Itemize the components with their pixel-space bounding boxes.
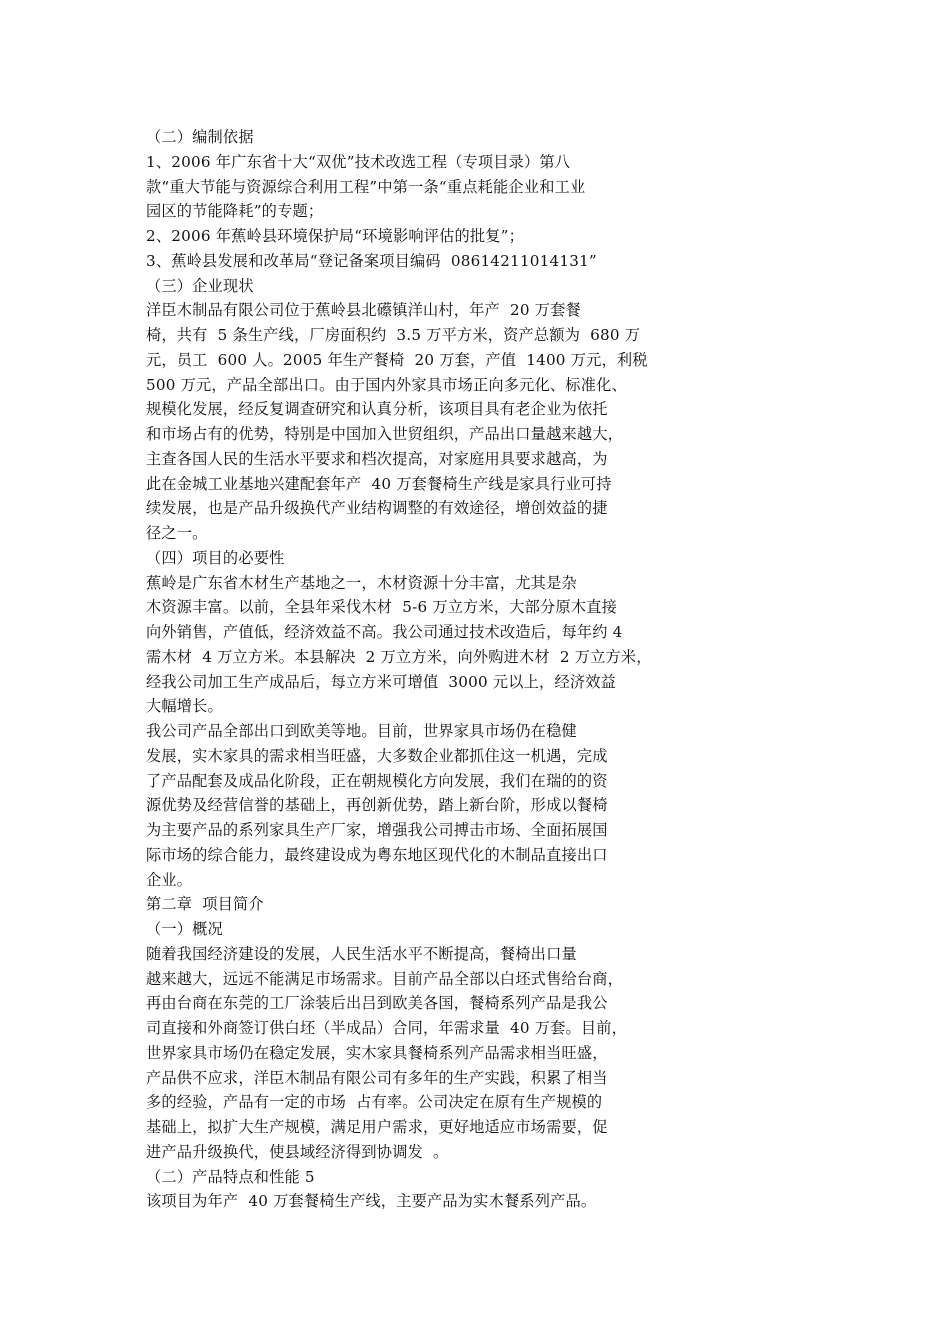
text-line: 和市场占有的优势，特别是中国加入世贸组织，产品出口量越来越大， bbox=[146, 425, 624, 443]
text-line: 规模化发展，经反复调查研究和认真分析，该项目具有老企业为依托 bbox=[146, 400, 608, 419]
text-line: 向外销售，产值低，经济效益不高。我公司通过技术改造后，每年约 4 bbox=[146, 623, 623, 641]
section-heading-basis: （二）编制依据 bbox=[146, 128, 254, 146]
text-line: 洋臣木制品有限公司位于蕉岭县北礤镇洋山村，年产 20 万套餐 bbox=[146, 301, 581, 320]
text-line: 续发展，也是产品升级换代产业结构调整的有效途径，增创效益的捷 bbox=[146, 499, 608, 518]
text-line: 大幅增长。 bbox=[146, 697, 223, 716]
section-heading-product-features: （二）产品特点和性能 5 bbox=[146, 1167, 315, 1186]
text-line: 多的经验，产品有一定的市场 占有率。公司决定在原有生产规模的 bbox=[146, 1093, 603, 1112]
text-line: 500 万元，产品全部出口。由于国内外家具市场正向多元化、标准化、 bbox=[146, 375, 627, 394]
text-line: 再由台商在东莞的工厂涂装后出吕到欧美各国，餐椅系列产品是我公 bbox=[146, 994, 608, 1013]
section-heading-overview: （一）概况 bbox=[146, 920, 223, 938]
text-line: 源优势及经营信誉的基础上，再创新优势，踏上新台阶，形成以餐椅 bbox=[146, 796, 608, 815]
text-line: 进产品升级换代，使县域经济得到协调发 。 bbox=[146, 1142, 449, 1161]
text-line: 1、2006 年广东省十大“双优”技术改选工程（专项目录）第八 bbox=[146, 152, 571, 171]
text-line: 越来越大，远远不能满足市场需求。目前产品全部以白坯式售给台商， bbox=[146, 969, 624, 988]
text-line: 司直接和外商签订供白坯（半成品）合同，年需求量 40 万套。目前， bbox=[146, 1019, 628, 1037]
text-line: 蕉岭是广东省木材生产基地之一，木材资源十分丰富，尤其是杂 bbox=[146, 573, 577, 592]
text-line: 该项目为年产 40 万套餐椅生产线，主要产品为实木餐系列产品。 bbox=[146, 1192, 597, 1211]
text-line: 基础上，拟扩大生产规模，满足用户需求，更好地适应市场需要，促 bbox=[146, 1118, 608, 1136]
text-line: 椅，共有 5 条生产线，厂房面积约 3.5 万平方米，资产总额为 680 万 bbox=[146, 326, 641, 344]
text-line: 主查各国人民的生活水平要求和档次提高，对家庭用具要求越高，为 bbox=[146, 449, 608, 468]
document-body bbox=[146, 125, 686, 1214]
text-line: 元，员工 600 人。2005 年生产餐椅 20 万套，产值 1400 万元，利税 bbox=[146, 350, 648, 369]
text-line: 企业。 bbox=[146, 870, 193, 889]
text-line: 际市场的综合能力，最终建设成为粤东地区现代化的木制品直接出口 bbox=[146, 845, 608, 864]
text-line: 木资源丰富。以前，全县年采伐木材 5-6 万立方米，大部分原木直接 bbox=[146, 598, 617, 617]
text-line: 款“重大节能与资源综合利用工程”中第一条“重点耗能企业和工业 bbox=[146, 177, 586, 196]
text-line: 需木材 4 万立方米。本县解决 2 万立方米，向外购进木材 2 万立方米， bbox=[146, 647, 652, 666]
text-line: 园区的节能降耗”的专题； bbox=[146, 202, 324, 221]
text-line: 随着我国经济建设的发展，人民生活水平不断提高，餐椅出口量 bbox=[146, 944, 577, 963]
text-line: 我公司产品全部出口到欧美等地。目前，世界家具市场仍在稳健 bbox=[146, 722, 577, 740]
text-line: 3、蕉岭县发展和改革局“登记备案项目编码 08614211014131” bbox=[146, 251, 597, 270]
text-line: 发展，实木家具的需求相当旺盛，大多数企业都抓住这一机遇，完成 bbox=[146, 746, 608, 765]
text-line: 了产品配套及成品化阶段，正在朝规模化方向发展，我们在瑞的的资 bbox=[146, 771, 608, 790]
section-heading-company-status: （三）企业现状 bbox=[146, 276, 254, 295]
text-line: 为主要产品的系列家具生产厂家，增强我公司搏击市场、全面拓展国 bbox=[146, 821, 608, 839]
text-line: 径之一。 bbox=[146, 524, 208, 542]
section-heading-necessity: （四）项目的必要性 bbox=[146, 548, 285, 567]
chapter-heading: 第二章 项目简介 bbox=[146, 895, 264, 914]
text-line: 世界家具市场仍在稳定发展，实木家具餐椅系列产品需求相当旺盛， bbox=[146, 1043, 608, 1062]
text-line: 2、2006 年蕉岭县环境保护局“环境影响评估的批复”； bbox=[146, 227, 525, 245]
text-line: 产品供不应求，洋臣木制品有限公司有多年的生产实践，积累了相当 bbox=[146, 1068, 608, 1087]
text-line: 经我公司加工生产成品后，每立方米可增值 3000 元以上，经济效益 bbox=[146, 672, 616, 691]
text-line: 此在金城工业基地兴建配套年产 40 万套餐椅生产线是家具行业可持 bbox=[146, 474, 612, 493]
